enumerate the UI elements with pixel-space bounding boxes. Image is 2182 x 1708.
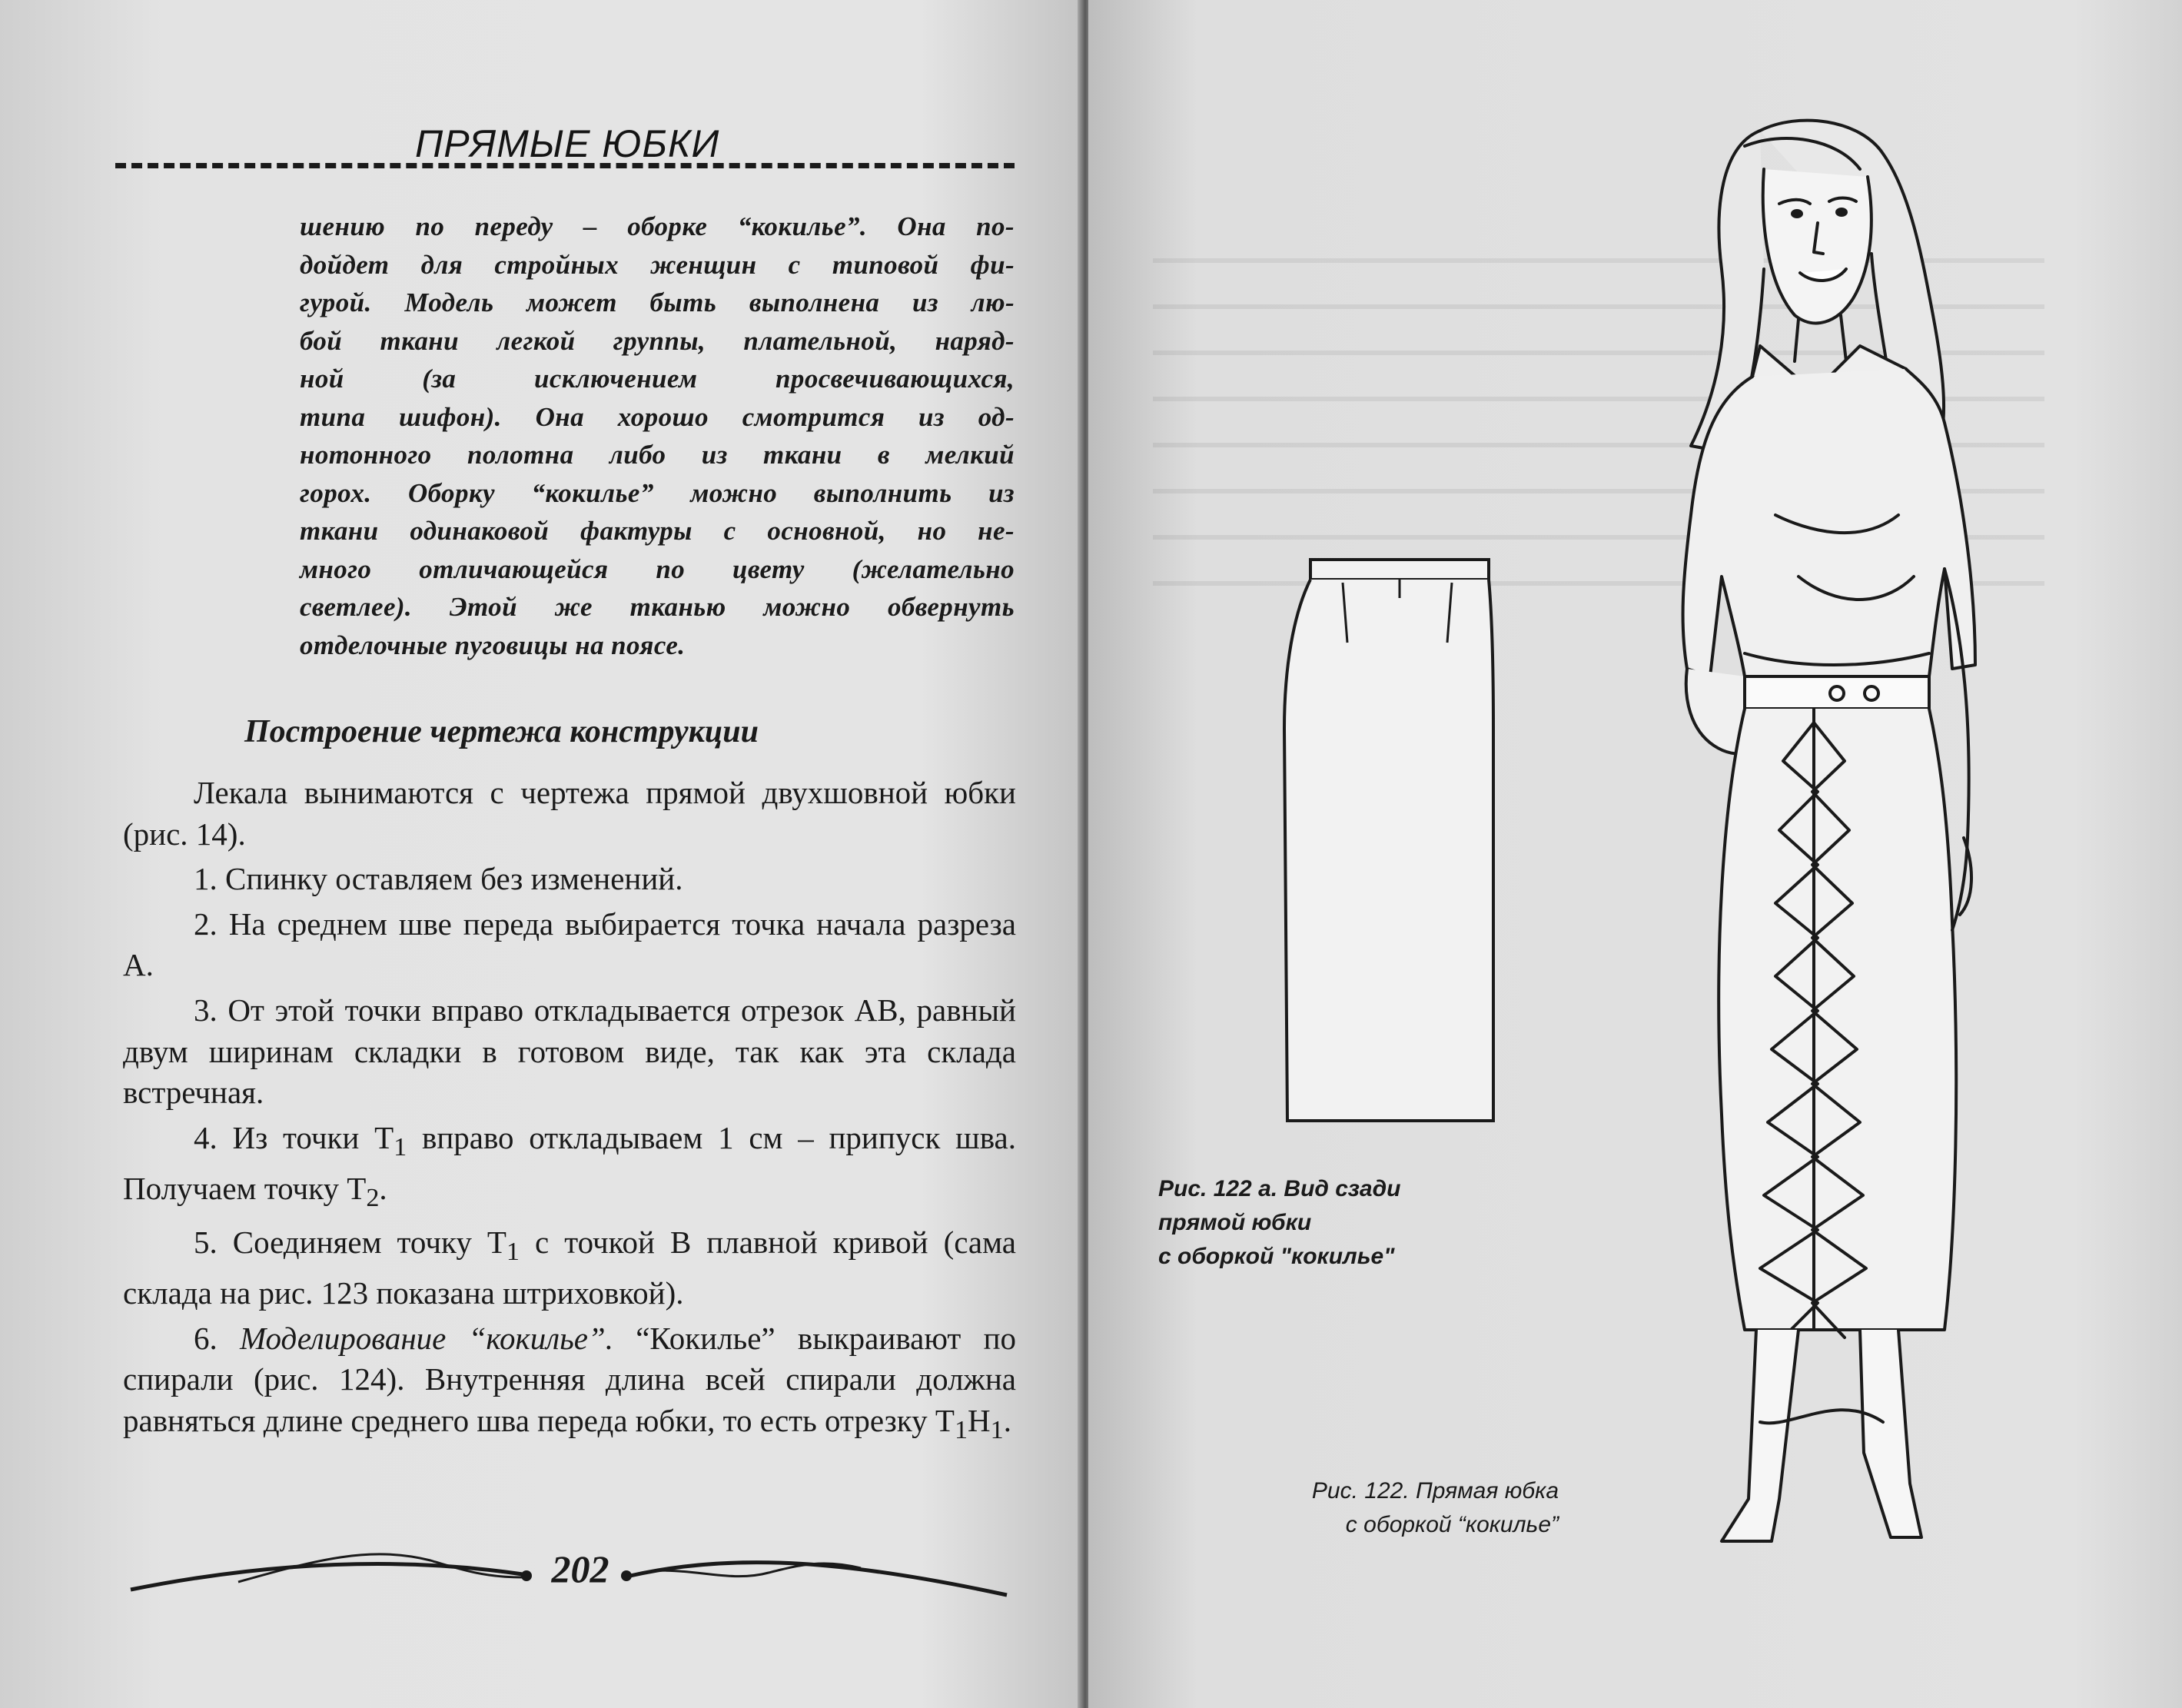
intro-line: нотонного полотна либо из ткани в мелкий — [300, 440, 1015, 470]
caption-front-view: Рис. 122. Прямая юбка с оборкой “кокилье” — [1311, 1478, 1559, 1537]
intro-line: светлее). Этой же тканью можно обвернуть — [300, 592, 1015, 622]
step-5-text-a: 5. Соединяем точку Т — [194, 1225, 506, 1261]
step-6-text-d: . — [1003, 1402, 1011, 1438]
page-footer — [123, 1537, 1022, 1607]
intro-line: ной (за исключением просвечивающихся, — [300, 364, 1015, 394]
step-6-sub-2: 1 — [990, 1416, 1004, 1445]
step-4-sub-1: 1 — [394, 1132, 407, 1161]
intro-line: ткани одинаковой фактуры с основной, но не- — [300, 516, 1015, 546]
step-4-sub-2: 2 — [366, 1183, 380, 1212]
intro-line: типа шифон). Она хорошо смотрится из од- — [300, 401, 1015, 432]
step-2: 2. На среднем шве переда выбирается точка начала разреза А. — [123, 906, 1016, 983]
intro-paragraph — [300, 208, 1015, 664]
intro-line: горох. Оборку “кокилье” можно выполнить из — [300, 477, 1015, 508]
skirt-back-view-illustration — [1280, 552, 1503, 1128]
step-6-text-c: Н — [968, 1402, 991, 1438]
step-6-num: 6. — [194, 1320, 240, 1356]
step-5-text-b: с точкой В плавной кривой (сама склада на рис. 123 показана штриховкой). — [123, 1225, 1016, 1311]
intro-line: отделочные пуговицы на поясе. — [300, 630, 686, 660]
step-4-text-c: . — [379, 1170, 387, 1206]
step-3: 3. От этой точки вправо откладывается отрезок АВ, равный двум ширинам складки в готовом виде, так как эта склада встречная. — [123, 992, 1016, 1111]
intro-line: гурой. Модель может быть выполнена из лю- — [300, 287, 1015, 317]
step-4-text-b: вправо откладываем 1 см – припуск шва. Получаем точку Т — [123, 1119, 1016, 1206]
caption-back-view: Рис. 122 а. Вид сзади прямой юбки с оборкой "кокилье" — [1158, 1176, 1401, 1269]
woman-figure-illustration — [1606, 115, 2037, 1560]
step-1: 1. Спинку оставляем без изменений. — [194, 861, 683, 897]
step-6-text-b: “Кокилье” выкраивают по спирали (рис. 124). Внутренняя длина всей спирали должна равняться длине среднего шва переда юбки, то есть отрезку Т — [123, 1320, 1017, 1438]
intro-line: дойдет для стройных женщин с типовой фи- — [300, 249, 1015, 280]
step-6 — [123, 1318, 1016, 1451]
lead-paragraph: Лекала вынимаются с чертежа прямой двухшовной юбки (рис. 14). — [123, 775, 1016, 852]
step-4-text-a: 4. Из точки Т — [194, 1119, 394, 1155]
step-5-sub-1: 1 — [506, 1238, 520, 1267]
step-5 — [123, 1222, 1016, 1314]
section-heading: Построение чертежа конструкции — [244, 714, 759, 749]
intro-line: шению по переду – оборке “кокилье”. Она по- — [300, 211, 1015, 241]
dashed-rule — [115, 163, 1015, 168]
step-4 — [123, 1118, 1016, 1219]
left-page — [0, 0, 1082, 1708]
step-6-sub-1: 1 — [954, 1416, 968, 1445]
intro-line: бой ткани легкой группы, плательной, наряд- — [300, 325, 1015, 356]
intro-line: много отличающейся по цвету (желательно — [300, 553, 1015, 584]
construction-steps — [123, 773, 1016, 1451]
page-number: 202 — [551, 1547, 609, 1590]
running-head: ПРЯМЫЕ ЮБКИ — [415, 122, 720, 165]
step-6-italic: Моделирование “кокилье”. — [239, 1320, 613, 1356]
